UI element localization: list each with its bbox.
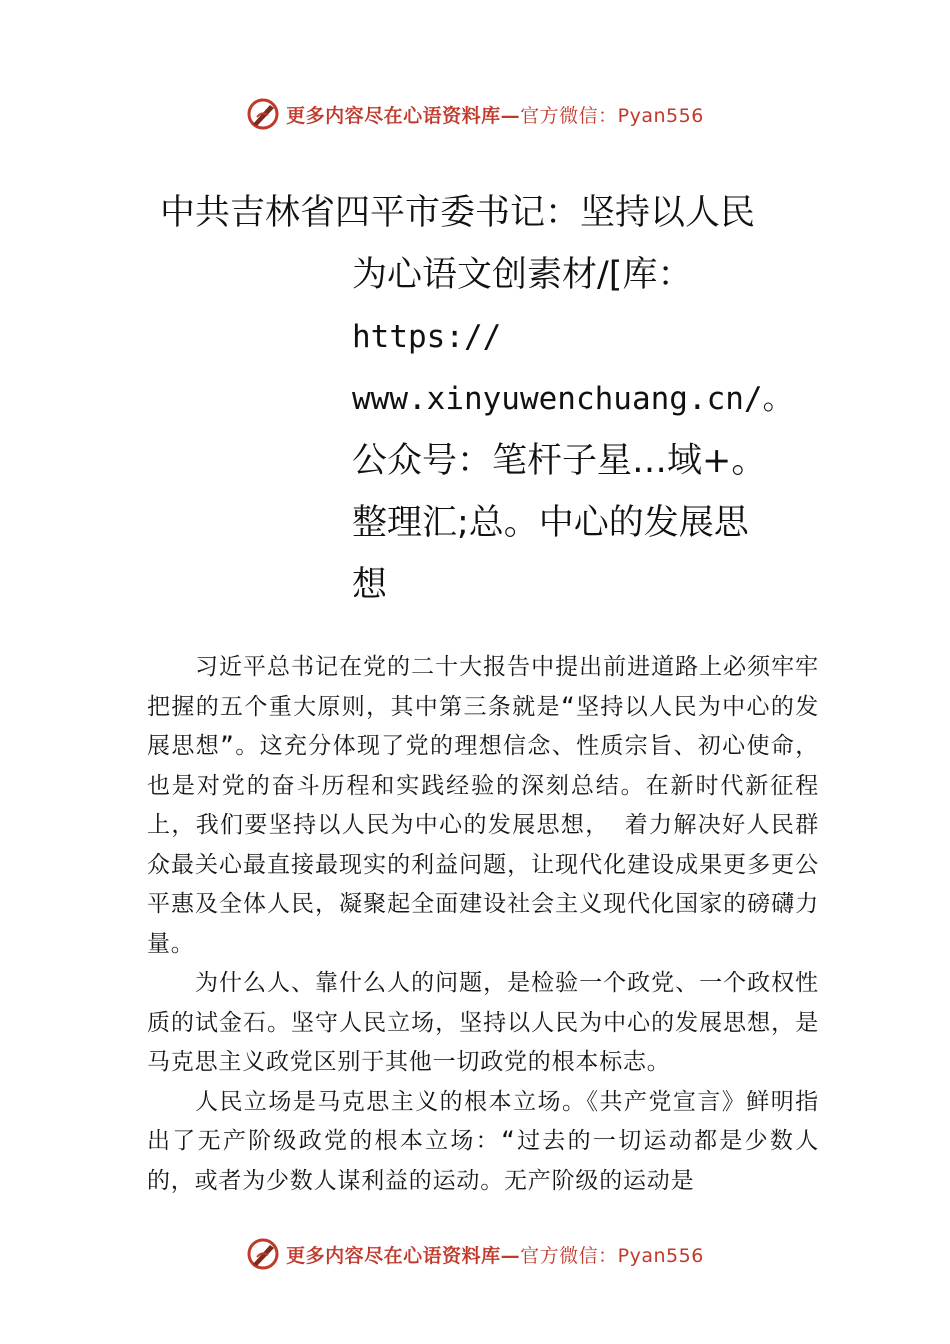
- title-url-line: www.xinyuwenchuang.cn/。: [352, 381, 794, 417]
- document-body: [147, 648, 819, 1201]
- document-title: [160, 182, 800, 616]
- title-line: 公众号：笔杆子星…域+。: [352, 441, 767, 481]
- title-line: 整理汇;总。中心的发展思: [352, 503, 749, 543]
- pen-seal-logo-icon: [246, 1237, 280, 1271]
- body-paragraph: 习近平总书记在党的二十大报告中提出前进道路上必须牢牢把握的五个重大原则，其中第三条就是“坚持以人民为中心的发展思想”。这充分体现了党的理想信念、性质宗旨、初心使命，也是对党的奋斗历程和实践经验的深刻总结。在新时代新征程上，我们要坚持以人民为中心的发展思想， 着力解决好人民群众最关心最直接最现实的利益问题，让现代化建设成果更多更公平惠及全体人民，凝聚起全面建设社会主义现代化国家的磅礴力量。: [147, 654, 819, 957]
- banner-text: 更多内容尽在心语资料库—官方微信：Pyan556: [286, 104, 704, 127]
- banner-text: 更多内容尽在心语资料库—官方微信：Pyan556: [286, 1244, 704, 1267]
- pen-seal-logo-icon: [246, 97, 280, 131]
- title-line: 中共吉林省四平市委书记：坚持以人民: [160, 193, 756, 233]
- title-line: 想: [352, 565, 388, 605]
- body-paragraph: 为什么人、靠什么人的问题，是检验一个政党、一个政权性质的试金石。坚守人民立场，坚持以人民为中心的发展思想，是马克思主义政党区别于其他一切政党的根本标志。: [147, 970, 819, 1075]
- body-paragraph: 人民立场是马克思主义的根本立场。《共产党宣言》鲜明指出了无产阶级政党的根本立场：“过去的一切运动都是少数人的，或者为少数人谋利益的运动。无产阶级的运动是: [147, 1088, 819, 1194]
- title-line: 为心语文创素材/[库：: [352, 255, 693, 295]
- footer-watermark-banner: [0, 1234, 950, 1274]
- header-watermark-banner: [0, 94, 950, 134]
- title-url-line: https://: [352, 319, 502, 355]
